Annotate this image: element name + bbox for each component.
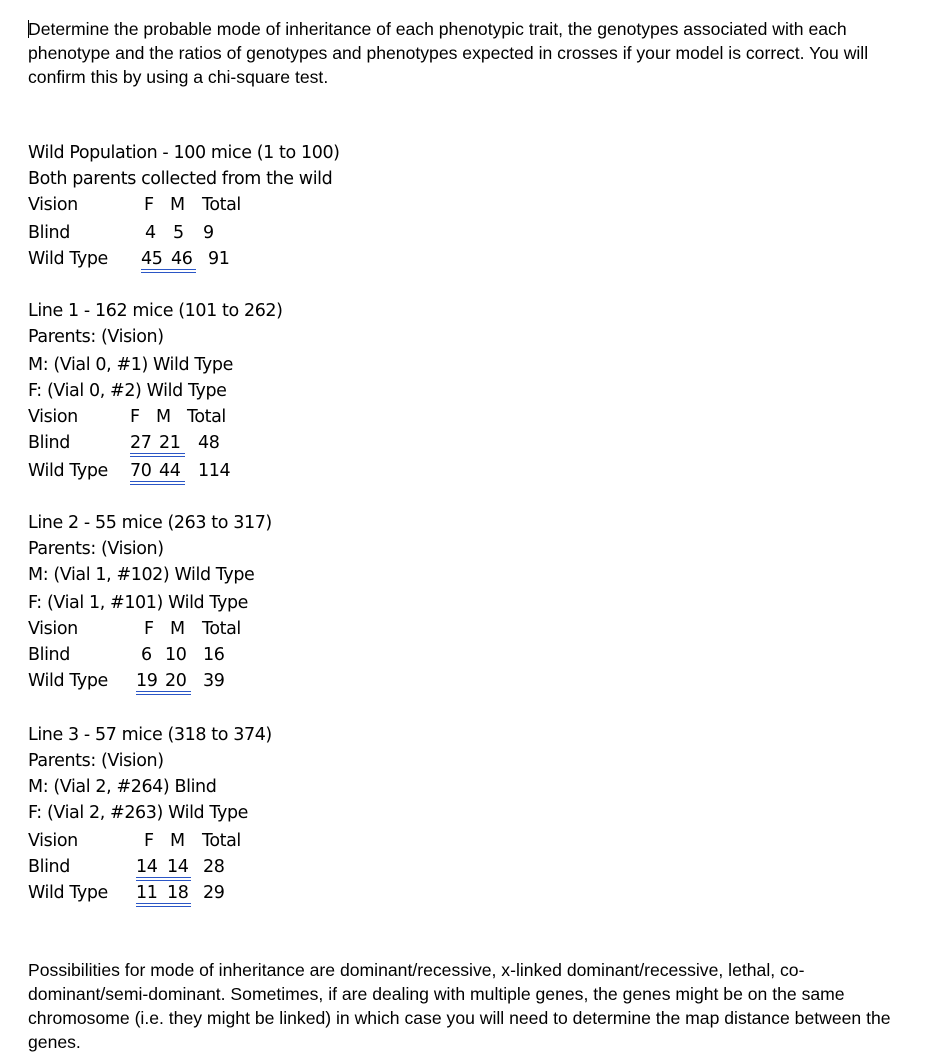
cell-blind-m: 21 bbox=[159, 433, 181, 453]
cell-wildtype-total: 29 bbox=[203, 883, 225, 903]
cell-wildtype-total: 114 bbox=[198, 461, 231, 481]
squiggle-underline bbox=[136, 691, 191, 692]
cell-blind-f: 27 bbox=[130, 433, 152, 453]
row-label-wild-type: Wild Type bbox=[28, 461, 108, 481]
squiggle-underline bbox=[136, 880, 191, 881]
row-label-blind: Blind bbox=[28, 645, 70, 665]
col-header-f: F bbox=[144, 831, 154, 851]
cell-blind-total: 28 bbox=[203, 857, 225, 877]
instructions-paragraph bbox=[28, 17, 908, 89]
squiggle-underline bbox=[136, 906, 191, 907]
cell-wildtype-m: 44 bbox=[159, 461, 181, 481]
row-label-blind: Blind bbox=[28, 223, 70, 243]
cell-blind-total: 16 bbox=[203, 645, 225, 665]
line-2-section bbox=[28, 512, 428, 691]
parents-label: Parents: (Vision) bbox=[28, 539, 164, 559]
section-title: Wild Population - 100 mice (1 to 100) bbox=[28, 143, 340, 163]
cell-wildtype-f: 70 bbox=[130, 461, 152, 481]
cell-wildtype-f: 45 bbox=[141, 249, 163, 269]
line-3-section bbox=[28, 724, 428, 903]
female-parent: F: (Vial 2, #263) Wild Type bbox=[28, 803, 249, 823]
male-parent: M: (Vial 2, #264) Blind bbox=[28, 777, 217, 797]
col-header-total: Total bbox=[187, 407, 226, 427]
cell-wildtype-f: 19 bbox=[136, 671, 158, 691]
col-header-total: Total bbox=[202, 195, 241, 215]
cell-wildtype-m: 18 bbox=[167, 883, 189, 903]
squiggle-underline bbox=[136, 903, 191, 904]
cell-wildtype-m: 46 bbox=[171, 249, 193, 269]
wild-population-section bbox=[28, 142, 428, 302]
col-header-f: F bbox=[130, 407, 140, 427]
section-title: Line 3 - 57 mice (318 to 374) bbox=[28, 725, 272, 745]
female-parent: F: (Vial 0, #2) Wild Type bbox=[28, 381, 227, 401]
female-parent: F: (Vial 1, #101) Wild Type bbox=[28, 593, 249, 613]
col-header-f: F bbox=[144, 195, 154, 215]
cell-blind-m: 14 bbox=[167, 857, 189, 877]
row-label-wild-type: Wild Type bbox=[28, 249, 108, 269]
squiggle-underline bbox=[141, 272, 196, 273]
parents-label: Parents: (Vision) bbox=[28, 751, 164, 771]
cell-blind-total: 48 bbox=[198, 433, 220, 453]
col-header-f: F bbox=[144, 619, 154, 639]
cell-blind-f: 6 bbox=[141, 645, 152, 665]
col-header-total: Total bbox=[202, 831, 241, 851]
row-label-wild-type: Wild Type bbox=[28, 883, 108, 903]
col-header-m: M bbox=[170, 195, 185, 215]
cell-blind-f: 4 bbox=[145, 223, 156, 243]
row-label-blind: Blind bbox=[28, 857, 70, 877]
col-header-m: M bbox=[170, 619, 185, 639]
male-parent: M: (Vial 1, #102) Wild Type bbox=[28, 565, 255, 585]
male-parent: M: (Vial 0, #1) Wild Type bbox=[28, 355, 233, 375]
table-header-label: Vision bbox=[28, 619, 78, 639]
cell-wildtype-m: 20 bbox=[165, 671, 187, 691]
squiggle-underline bbox=[136, 694, 191, 695]
row-label-wild-type: Wild Type bbox=[28, 671, 108, 691]
squiggle-underline bbox=[130, 484, 185, 485]
row-label-blind: Blind bbox=[28, 433, 70, 453]
section-title: Line 2 - 55 mice (263 to 317) bbox=[28, 513, 272, 533]
squiggle-underline bbox=[130, 481, 185, 482]
possibilities-paragraph: Possibilities for mode of inheritance are dominant/recessive, x-linked dominant/recessive, lethal, co-dominant/semi-dominant. Sometimes, if are dealing with multiple genes, the genes might be on the same chromosome (i.e. they might be linked) in which case you will need to determine the map distance between the genes. bbox=[28, 960, 891, 1052]
section-subtitle: Both parents collected from the wild bbox=[28, 169, 333, 189]
squiggle-underline bbox=[136, 877, 191, 878]
section-title: Line 1 - 162 mice (101 to 262) bbox=[28, 301, 283, 321]
instructions-text: Determine the probable mode of inheritance of each phenotypic trait, the genotypes associated with each phenotype and the ratios of genotypes and phenotypes expected in crosses if your model is correct. You will confirm this by using a chi-square test. bbox=[28, 19, 869, 87]
cell-wildtype-total: 91 bbox=[208, 249, 230, 269]
squiggle-underline bbox=[130, 456, 185, 457]
cell-blind-m: 5 bbox=[173, 223, 184, 243]
table-header-label: Vision bbox=[28, 831, 78, 851]
cell-wildtype-total: 39 bbox=[203, 671, 225, 691]
squiggle-underline bbox=[130, 453, 185, 454]
col-header-m: M bbox=[156, 407, 171, 427]
cell-blind-f: 14 bbox=[136, 857, 158, 877]
cell-wildtype-f: 11 bbox=[136, 883, 158, 903]
line-1-section bbox=[28, 300, 428, 481]
table-header-label: Vision bbox=[28, 407, 78, 427]
cell-blind-m: 10 bbox=[165, 645, 187, 665]
squiggle-underline bbox=[141, 269, 196, 270]
cell-blind-total: 9 bbox=[203, 223, 214, 243]
table-header-label: Vision bbox=[28, 195, 78, 215]
col-header-m: M bbox=[170, 831, 185, 851]
col-header-total: Total bbox=[202, 619, 241, 639]
parents-label: Parents: (Vision) bbox=[28, 327, 164, 347]
